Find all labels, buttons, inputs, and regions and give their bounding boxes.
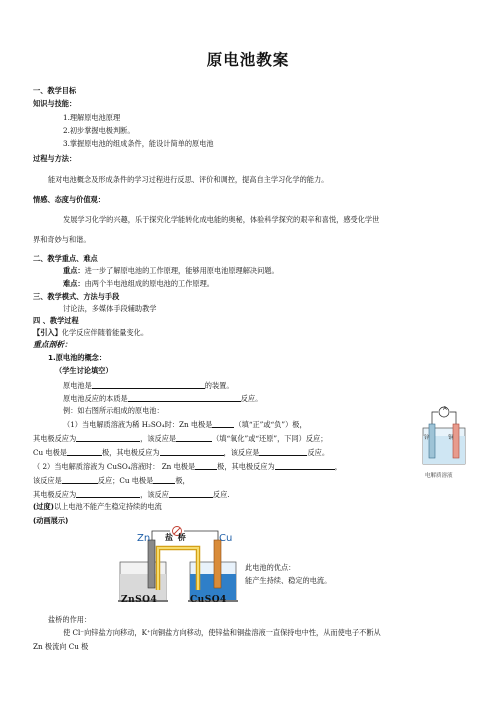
section-heading-methods: 三、教学模式、方法与手段 [33, 292, 120, 301]
discuss-note: （学生讨论填空） [55, 366, 113, 375]
zinc-electrode [429, 424, 435, 458]
zinc-electrode [148, 540, 155, 588]
concept-heading: 1.原电池的概念： [48, 353, 107, 362]
copper-electrode [214, 540, 221, 588]
salt-bridge-line-2: Zn 极流向 Cu 极 [33, 642, 89, 651]
attitude-text-line-2: 界和奇妙与和谐。 [33, 235, 91, 244]
subheading-process: 过程与方法： [33, 154, 77, 163]
advantage-text: 能产生持续、稳定的电流。 [245, 576, 332, 585]
cuso4-label: CuSO4 [190, 595, 227, 605]
example-line: 例：如右图所示组成的原电池： [63, 406, 164, 415]
salt-bridge-title: 盐桥的作用： [48, 615, 92, 624]
key-point-label: 重点： [63, 266, 85, 275]
copper-label: 铜 [448, 435, 454, 441]
subheading-attitude: 情感、态度与价值观： [33, 195, 105, 204]
question-2-line-3: 其电极反应为 ，该反应 反应. [33, 490, 230, 499]
blank [92, 380, 205, 389]
page-title: 原电池教案 [206, 51, 290, 69]
salt-bridge-line-1: 使 Cl⁻向锌盐方向移动，K⁺向铜盐方向移动，使锌盐和铜盐溶液一直保持电中性，从而使电子不断从 [63, 628, 381, 637]
intro-text: 化学反应伴随着能量变化。 [61, 328, 149, 337]
zinc-label: 锌 [424, 435, 430, 441]
section-heading-process: 四 、教学过程 [33, 316, 79, 325]
fill-line-essence: 原电池反应的本质是 反应。 [63, 394, 263, 403]
blank [128, 393, 241, 402]
methods-text: 讨论法，多媒体手段辅助教学 [63, 304, 157, 313]
section-heading-key-points: 二、教学重点、难点 [33, 254, 98, 263]
intro-line [33, 328, 148, 338]
key-point-line [63, 266, 279, 276]
objective-item-1: 1.理解原电池原理 [63, 113, 121, 122]
znso4-label: ZnSO4 [121, 595, 158, 605]
difficulty-line [63, 279, 214, 289]
zn-label: Zn [137, 533, 151, 544]
cu-label: Cu [219, 533, 233, 544]
salt-bridge-label: 盐 桥 [165, 533, 187, 542]
copper-electrode [453, 424, 459, 458]
question-2-line-1: （ 2）当电解质溶液为 CuSO₄溶液时： Zn 电极是 极，其电极反应为 ， [33, 462, 342, 471]
key-point-text: 进一步了解原电池的工作原理，能够用原电池原理解决问题。 [84, 266, 279, 275]
section-heading-objectives: 一、教学目标 [33, 86, 77, 95]
small-figure-caption: 电解质溶液 [425, 473, 453, 479]
difficulty-label: 难点： [63, 279, 85, 288]
animation-note: (动画展示) [33, 516, 69, 525]
advantage-title: 此电池的优点： [245, 563, 296, 572]
difficulty-text: 由两个半电池组成的原电池的工作原理。 [84, 279, 214, 288]
intro-label: 【引入】 [33, 328, 62, 337]
attitude-text-line-1: 发展学习化学的兴趣，乐于探究化学能转化成电能的奥秘，体验科学探究的艰辛和喜悦，感受化学世 [63, 215, 380, 224]
ammeter-label: A [443, 406, 447, 412]
objective-item-2: 2.初步掌握电极判断。 [63, 126, 135, 135]
question-1-line-3: Cu 电极是 极，其电极反应为 ，该反应是 反应。 [33, 448, 330, 457]
question-1-line-1: （1）当电解质溶液为稀 H₂SO₄时：Zn 电极是 （填“正”或“负”）极， [63, 420, 307, 429]
question-1-line-2: 其电极反应为 ，该反应是 （填“氧化”或“还原”，下同）反应； [33, 434, 328, 443]
subheading-knowledge: 知识与技能： [33, 99, 77, 108]
fill-line-definition: 原电池是 的装置。 [63, 381, 234, 390]
focus-heading: 重点剖析： [33, 340, 72, 349]
question-2-line-2: 该反应是 反应；Cu 电极是 极， [33, 476, 190, 485]
process-text: 能对电池概念及形成条件的学习过程进行反思、评价和调控，提高自主学习化学的能力。 [48, 175, 329, 184]
objective-item-3: 3.掌握原电池的组成条件，能设计简单的原电池 [63, 139, 214, 148]
transition-line: (过度)以上电池不能产生稳定持续的电流 [33, 502, 162, 511]
